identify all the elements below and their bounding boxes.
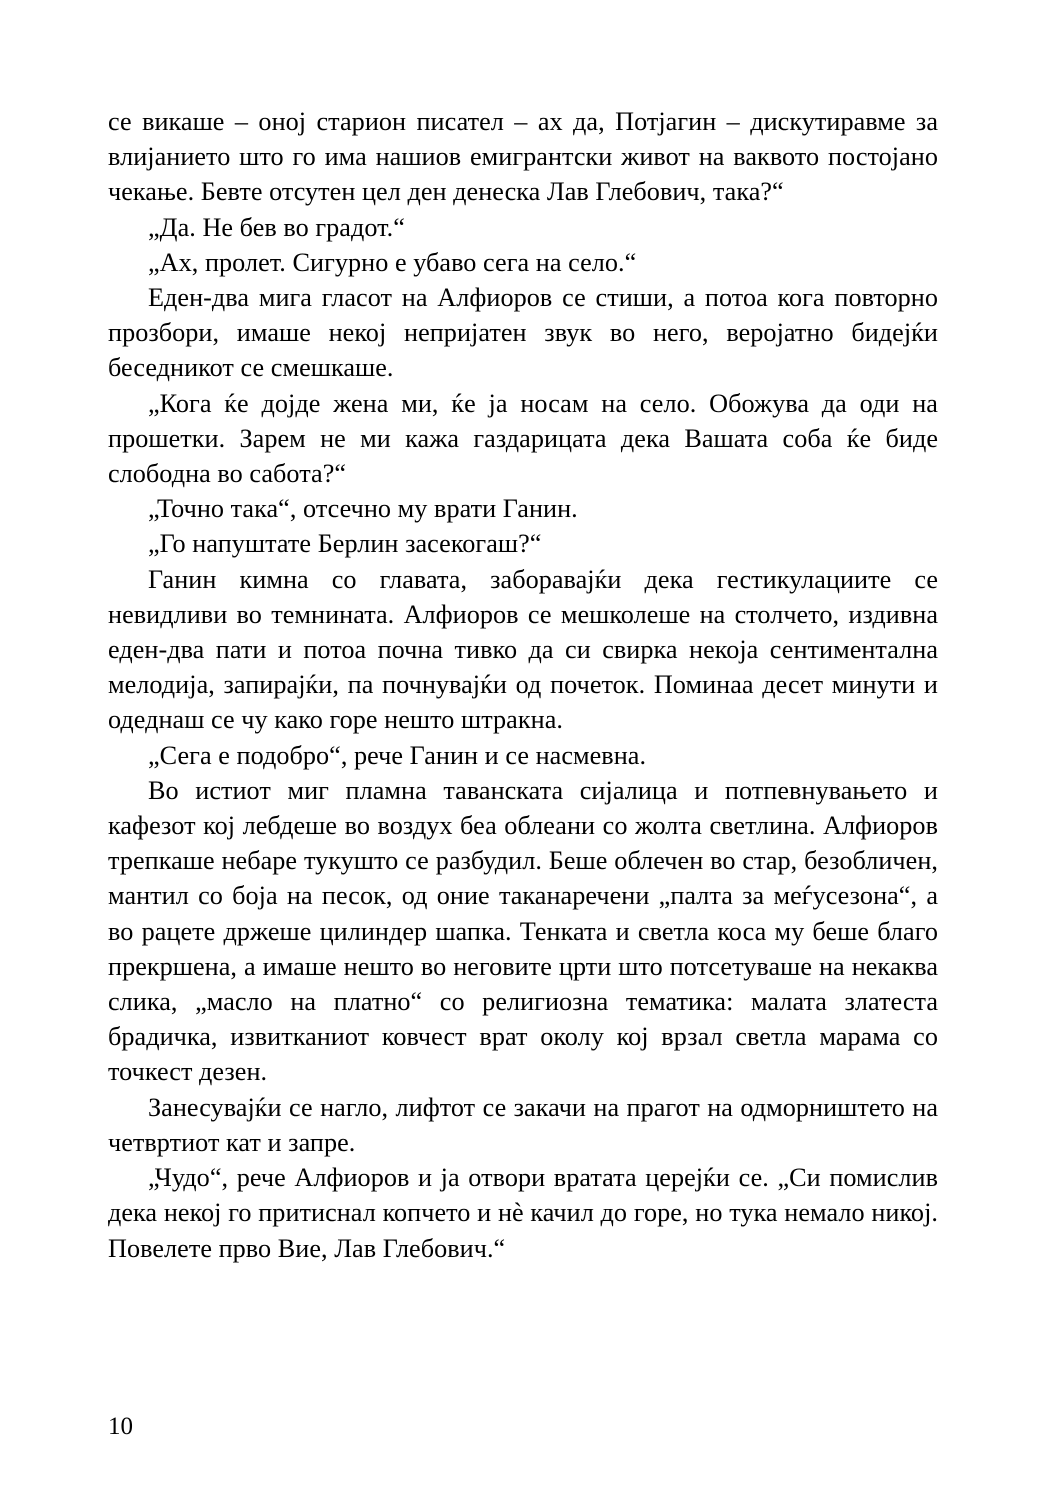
paragraph: „Сега е подобро“, рече Ганин и се насмевна. [148,740,647,770]
paragraph: „Кога ќе дојде жена ми, ќе ја носам на село. Обожува да оди на прошетки. Зарем не ми кажа газдарицата дека Вашата соба ќе биде слободна во сабота?“ [108,388,938,489]
paragraph: „Ах, пролет. Сигурно е убаво сега на село.“ [148,247,637,277]
paragraph: „Точно така“, отсечно му врати Ганин. [148,494,578,524]
paragraph: Еден-два мига гласот на Алфиоров се стиши, а потоа кога повторно прозбори, имаше некој непријатен звук во него, веројатно бидејќи беседникот се смешкаше. [108,283,938,383]
paragraph: Во истиот миг пламна таванската сијалица и потпевнувањето и кафезот кој лебдеше во воздух беа облеани со жолта светлина. Алфиоров трепкаше небаре тукушто се разбудил. Беше облечен во стар, безобличен, мантил со боја на песок, од оние таканаречени „палта за меѓусезона“, а во рацете држеше цилиндер шапка. Тенката и светла коса му беше благо прекршена, а имаше нешто во неговите црти што потсетуваше на некаква слика, „масло на платно“ со религиозна тематика: малата златеста брадичка, извитканиот ковчест врат околу кој врзал светла марама со точкест дезен. [108,775,938,1087]
page-number: 10 [108,1413,133,1440]
paragraph: „Го напуштате Берлин засекогаш?“ [148,529,542,559]
paragraph: Ганин кимна со главата, заборавајќи дека гестикулациите се невидливи во темнината. Алфиоров се мешколеше на столчето, издивна еден-два пати и потоа почна тивко да си свирка некоја сентиментална мелодија, запирајќи, па почнувајќи од почеток. Поминаа десет минути и одеднаш се чу како горе нешто штракна. [108,564,938,735]
paragraph: „Да. Не бев во градот.“ [148,212,405,242]
paragraph: се викаше – оној старион писател – ах да, Потјагин – дискутиравме за влијанието што го има нашиов емигрантски живот на ваквото постојано чекање. Бевте отсутен цел ден денеска Лав Глебович, така?“ [108,107,938,207]
page-text-block [108,104,938,1266]
paragraph: „Чудо“, рече Алфиоров и ја отвори вратата церејќи се. „Си помислив дека некој го притиснал копчето и нè качил до горе, но тука немало никој. Повелете прво Вие, Лав Глебович.“ [108,1163,938,1263]
paragraph: Занесувајќи се нагло, лифтот се закачи на прагот на одморништето на четвртиот кат и запре. [108,1092,938,1157]
